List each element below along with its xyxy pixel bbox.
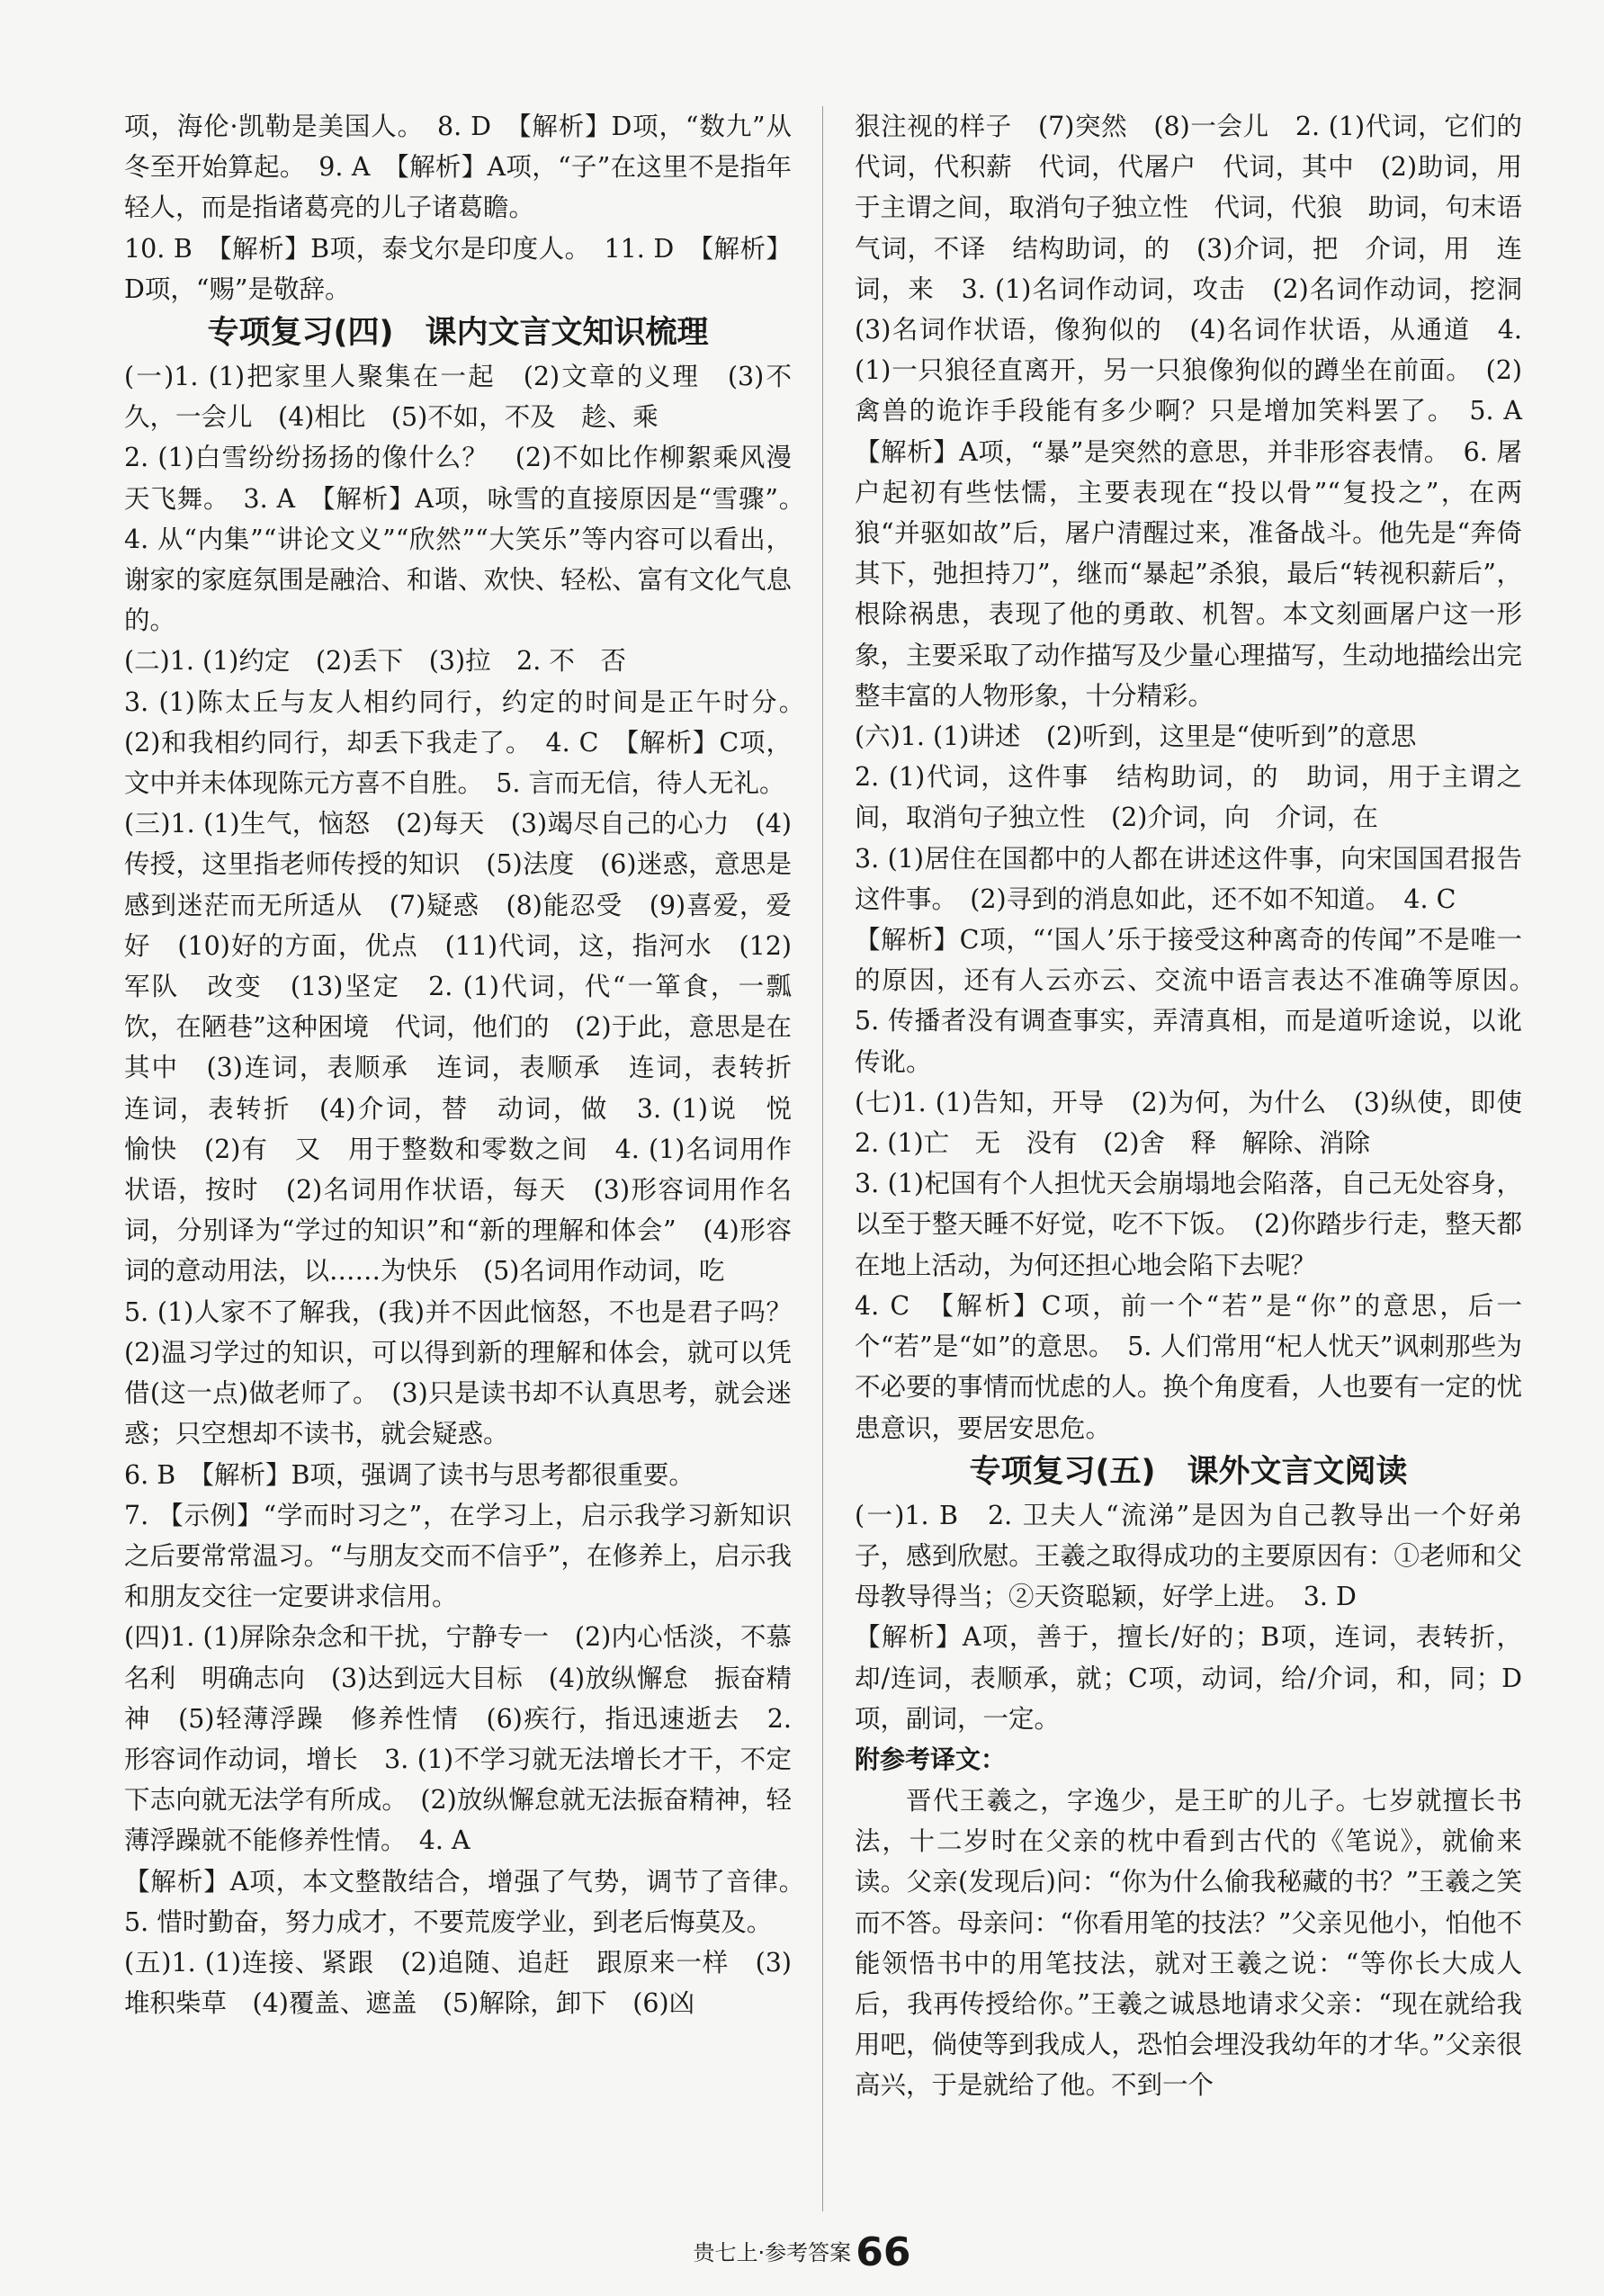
footer-label: 贵七上·参考答案 <box>693 2240 852 2265</box>
answer-paragraph: 狠注视的样子 (7)突然 (8)一会儿 2. (1)代词，它们的 代词，代积薪 代词，代屠户 代词，其中 (2)助词，用于主谓之间，取消句子独立性 代词，代狼 助词，句末语气词，不译 结构助词，的 (3)介词，把 介词，用 连词，来 3. (1)名词作动词，攻击 (2)名词作动词，挖洞 (3)名词作状语，像狗似的 (4)名词作状语，从通道 4. (1)一只狼径直离开，另一只狼像狗似的蹲坐在前面。 (2)禽兽的诡诈手段能有多少啊？只是增加笑料罢了。 5. A 【解析】A项，“暴”是突然的意思，并非形容表情。 6. 屠户起初有些怯懦，主要表现在“投以骨”“复投之”，在两狼“并驱如故”后，屠户清醒过来，准备战斗。他先是“奔倚其下，弛担持刀”，继而“暴起”杀狼，最后“转视积薪后”，根除祸患，表现了他的勇敢、机智。本文刻画屠户这一形象，主要采取了动作描写及少量心理描写，生动地描绘出完整丰富的人物形象，十分精彩。 <box>855 112 1548 711</box>
answer-paragraph: 【解析】A项，善于，擅长/好的；B项，连词，表转折，却/连词，表顺承，就；C项，动词，给/介词，和，同；D项，副词，一定。 <box>855 1622 1522 1734</box>
translation-text: 晋代王羲之，字逸少，是王旷的儿子。七岁就擅长书法，十二岁时在父亲的枕中看到古代的《笔说》，就偷来读。父亲(发现后)问：“你为什么偷我秘藏的书？”王羲之笑而不答。母亲问：“你看用笔的技法？”父亲见他小，怕他不能领悟书中的用笔技法，就对王羲之说：“等你长大成人后，我再传授给你。”王羲之诚恳地请求父亲：“现在就给我用吧，倘使等到我成人，恐怕会埋没我幼年的才华。”父亲很高兴，于是就给了他。不到一个 <box>855 1785 1522 2101</box>
column-divider <box>822 106 823 2211</box>
answer-paragraph: 6. B 【解析】B项，强调了读书与思考都很重要。 <box>124 1459 694 1490</box>
answer-paragraph: (三)1. (1)生气，恼怒 (2)每天 (3)竭尽自己的心力 (4)传授，这里指老师传授的知识 (5)法度 (6)迷惑，意思是感到迷茫而无所适从 (7)疑惑 (8)能忍受 (9)喜爱，爱好 (10)好的方面，优点 (11)代词，这，指河水 (12)军队 改变 (13)坚定 2. (1)代词，代“一箪食，一瓢饮，在陋巷”这种困境 代词，他们的 (2)于此，意思是在其中 (3)连词，表顺承 连词，表顺承 连词，表转折 连词，表转折 (4)介词，替 动词，做 3. (1)说 悦 愉快 (2)有 又 用于整数和零数之间 4. (1)名词用作状语，按时 (2)名词用作状语，每天 (3)形容词用作名词，分别译为“学过的知识”和“新的理解和体会” (4)形容词的意动用法，以……为快乐 (5)名词用作动词，吃 <box>124 809 818 1287</box>
answer-paragraph: (一)1. (1)把家里人聚集在一起 (2)文章的义理 (3)不久，一会儿 (4)相比 (5)不如，不及 趁、乘 <box>124 362 792 433</box>
answer-paragraph: 【解析】C项，“‘国人’乐于接受这种离奇的传闻”不是唯一的原因，还有人云亦云、交流中语言表达不准确等原因。 5. 传播者没有调查事实，弄清真相，而是道听途说，以讹传讹。 <box>855 925 1548 1077</box>
answer-paragraph: 2. (1)代词，这件事 结构助词，的 助词，用于主谓之间，取消句子独立性 (2)介词，向 介词，在 <box>855 762 1522 833</box>
left-column <box>124 106 818 2023</box>
answer-paragraph: 7. 【示例】“学而时习之”，在学习上，启示我学习新知识之后要常常温习。“与朋友交而不信乎”，在修养上，启示我和朋友交往一定要讲求信用。 <box>124 1500 792 1612</box>
answer-paragraph: 4. C 【解析】C项，前一个“若”是“你”的意思，后一个“若”是“如”的意思。 5. 人们常用“杞人忧天”讽刺那些为不必要的事情而忧虑的人。换个角度看，人也要有一定的忧患意识，要居安思危。 <box>855 1290 1522 1443</box>
answer-paragraph: 项，海伦·凯勒是美国人。 8. D 【解析】D项，“数九”从冬至开始算起。 9. A 【解析】A项，“子”在这里不是指年轻人，而是指诸葛亮的儿子诸葛瞻。 <box>124 112 792 223</box>
translation-label: 附参考译文： <box>855 1744 1007 1774</box>
answer-paragraph: 3. (1)杞国有个人担忧天会崩塌地会陷落，自己无处容身，以至于整天睡不好觉，吃不下饭。 (2)你踏步行走，整天都在地上活动，为何还担心地会陷下去呢？ <box>855 1169 1522 1280</box>
answer-paragraph: (六)1. (1)讲述 (2)听到，这里是“使听到”的意思 <box>855 722 1417 752</box>
answer-paragraph: 【解析】A项，本文整散结合，增强了气势，调节了音律。 5. 惜时勤奋，努力成才，不要荒废学业，到老后悔莫及。 <box>124 1866 818 1937</box>
section-heading-4: 专项复习(四) 课内文言文知识梳理 <box>207 315 709 352</box>
answer-paragraph: 3. (1)陈太丘与友人相约同行，约定的时间是正午时分。 (2)和我相约同行，却丢下我走了。 4. C 【解析】C项，文中并未体现陈元方喜不自胜。 5. 言而无信，待人无礼。 <box>124 686 818 799</box>
answer-paragraph: 3. (1)居住在国都中的人都在讲述这件事，向宋国国君报告这件事。 (2)寻到的消息如此，还不如不知道。 4. C <box>855 843 1522 914</box>
answer-paragraph: (二)1. (1)约定 (2)丢下 (3)拉 2. 不 否 <box>124 646 626 677</box>
answer-paragraph: (七)1. (1)告知，开导 (2)为何，为什么 (3)纵使，即使 2. (1)亡 无 没有 (2)舍 释 解除、消除 <box>855 1087 1548 1159</box>
answer-paragraph: 2. (1)白雪纷纷扬扬的像什么？ (2)不如比作柳絮乘风漫天飞舞。 3. A 【解析】A项，咏雪的直接原因是“雪骤”。 4. 从“内集”“讲论文义”“欣然”“大笑乐”等内容可以看出，谢家的家庭氛围是融洽、和谐、欢快、轻松、富有文化气息的。 <box>124 443 818 636</box>
answer-paragraph: (一)1. B 2. 卫夫人“流涕”是因为自己教导出一个好弟子，感到欣慰。王羲之取得成功的主要原因有：①老师和父母教导得当；②天资聪颖，好学上进。 3. D <box>855 1500 1522 1612</box>
page-footer <box>0 2229 1604 2275</box>
section-heading-5: 专项复习(五) 课外文言文阅读 <box>969 1453 1408 1490</box>
answer-paragraph: (四)1. (1)屏除杂念和干扰，宁静专一 (2)内心恬淡，不慕名利 明确志向 (3)达到远大目标 (4)放纵懈怠 振奋精神 (5)轻薄浮躁 修养性情 (6)疾行，指迅速逝去 2. 形容词作动词，增长 3. (1)不学习就无法增长才干，不定下志向就无法学有所成。 (2)放纵懈怠就无法振奋精神，轻薄浮躁就不能修养性情。 4. A <box>124 1622 792 1856</box>
answer-paragraph: 10. B 【解析】B项，泰戈尔是印度人。 11. D 【解析】D项，“赐”是敬辞。 <box>124 233 792 304</box>
answer-paragraph: (五)1. (1)连接、紧跟 (2)追随、追赶 跟原来一样 (3)堆积柴草 (4)覆盖、遮盖 (5)解除，卸下 (6)凶 <box>124 1947 792 2019</box>
answer-paragraph: 5. (1)人家不了解我，(我)并不因此恼怒，不也是君子吗？ (2)温习学过的知识，可以得到新的理解和体会，就可以凭借(这一点)做老师了。 (3)只是读书却不认真思考，就会迷惑；只空想却不读书，就会疑惑。 <box>124 1296 818 1449</box>
page-number: 66 <box>856 2229 911 2275</box>
right-column <box>855 106 1548 2106</box>
